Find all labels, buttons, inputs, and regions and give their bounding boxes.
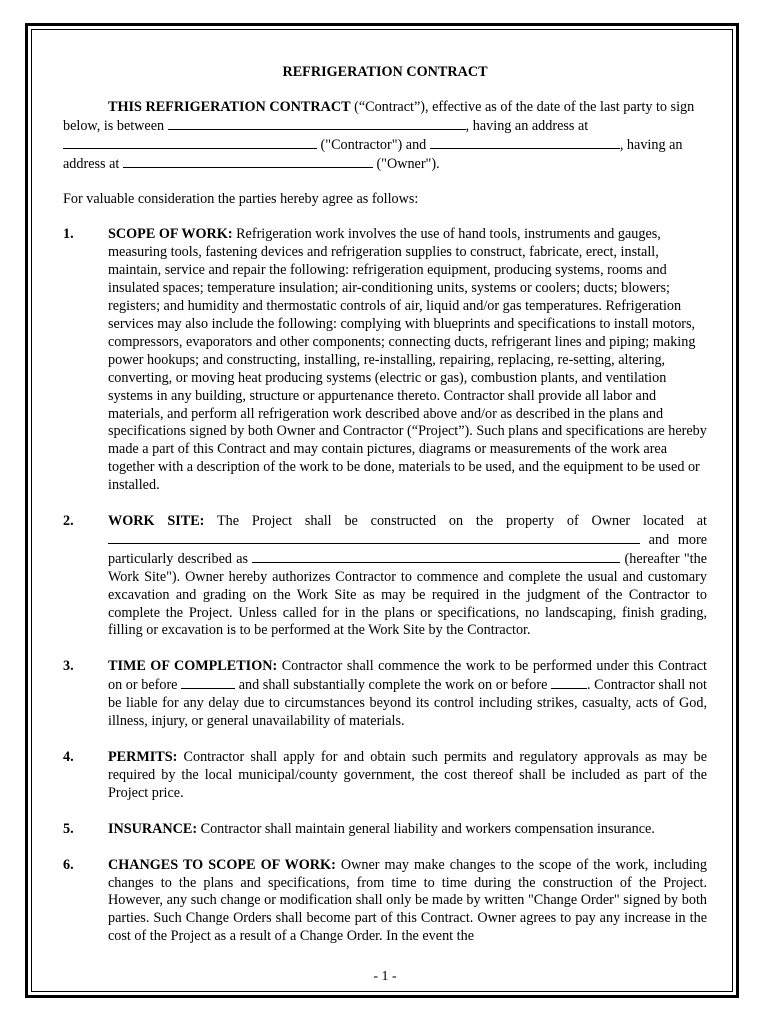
page-number: - 1 - — [373, 969, 397, 984]
owner-name-blank[interactable] — [430, 136, 620, 149]
section-body: WORK SITE: The Project shall be constructed on the property of Owner located at and more particularly described as (hereafter "the Work Site"). Owner hereby authorizes Contractor to commence and complete the usual and customary excavation and grading on the Work Site as may be required in the judgment of the Contractor to complete the Project. Unless called for in the plans or specifications, no landscaping, finish grading, filling or excavation is to be performed at the Work Site by the Contractor. — [108, 513, 707, 639]
document-body — [63, 64, 707, 964]
owner-address-blank[interactable] — [123, 155, 373, 168]
section-number: 4. — [63, 749, 74, 765]
section-scope-of-work — [63, 226, 707, 495]
section-time-of-completion — [63, 658, 707, 731]
section-heading: PERMITS: — [108, 749, 178, 765]
section-body: INSURANCE: Contractor shall maintain general liability and workers compensation insurance. — [108, 820, 655, 837]
section-body: CHANGES TO SCOPE OF WORK: Owner may make changes to the scope of the work, including changes to the plans and specifications, from time to time during the construction of the Project. However, any such change or modification shall only be made by written "Change Order" signed by both parties. Such Change Orders shall become part of this Contract. Owner agrees to pay any increase in the cost of the Project as a result of a Change Order. In the event the — [108, 856, 707, 945]
commence-date-blank[interactable] — [181, 676, 235, 689]
section-body: SCOPE OF WORK: Refrigeration work involves the use of hand tools, instruments and gauges, measuring tools, fastening devices and refrigeration supplies to construct, fabricate, erect, install, maintain, service and repair the following: refrigeration equipment, producing systems, rooms and insulated spaces; temperature insulation; air-conditioning units, systems or coolers; ducts; blowers; registers; and humidity and thermostatic controls of air, liquid and/or gas temperatures. Refrigeration services may also include the following: complying with blueprints and specifications to install motors, compressors, evaporators and other components; connecting ducts, refrigerant lines and piping; making power hookups; and constructing, installing, re-installing, repairing, replacing, re-setting, altering, converting, or moving heat producing systems (electric or gas), combustion plants, and ventilation systems in any building, structure or appurtenance thereto. Contractor shall provide all labor and materials, and perform all refrigeration work described above and/or as described in the plans and specifications signed by both Owner and Contractor (“Project”). Such plans and specifications are hereby made a part of this Contract and may contain pictures, diagrams or measurements of the work area together with a description of the work to be done, materials to be used, and the equipment to be used or installed. — [108, 226, 707, 494]
section-heading: INSURANCE: — [108, 820, 198, 837]
section-heading: WORK SITE: — [108, 513, 205, 530]
section-body: PERMITS: Contractor shall apply for and obtain such permits and regulatory approvals as may be required by the local municipal/county government, the cost thereof shall be included as part of the Project price. — [108, 749, 707, 801]
section-number: 1. — [63, 226, 74, 243]
consideration-text: For valuable consideration the parties hereby agree as follows: — [63, 190, 419, 207]
section-heading: TIME OF COMPLETION: — [108, 658, 278, 675]
contractor-name-blank[interactable] — [168, 117, 466, 130]
property-description-blank[interactable] — [252, 550, 620, 563]
section-heading: SCOPE OF WORK: — [108, 226, 233, 243]
section-body: TIME OF COMPLETION: Contractor shall commence the work to be performed under this Contract on or before and shall substantially complete the work on or before . Contractor shall not be liable for any delay due to circumstances beyond its control including strikes, casualty, acts of God, illness, injury, or general unavailability of materials. — [108, 658, 707, 730]
section-changes-to-scope — [63, 857, 707, 947]
section-work-site — [63, 513, 707, 640]
property-location-blank[interactable] — [108, 531, 640, 544]
intro-paragraph: THIS REFRIGERATION CONTRACT (“Contract”), effective as of the date of the last party to sign below, is between , having an address at ("Contractor") and , having an address at ("Owner"). — [63, 98, 695, 172]
document-title: REFRIGERATION CONTRACT — [282, 64, 488, 80]
section-insurance — [63, 821, 707, 839]
contractor-address-blank[interactable] — [63, 136, 317, 149]
intro-lead: THIS REFRIGERATION CONTRACT — [108, 98, 351, 115]
section-heading: CHANGES TO SCOPE OF WORK: — [108, 856, 336, 873]
completion-date-blank[interactable] — [551, 676, 587, 689]
section-number: 6. — [63, 856, 74, 873]
section-permits — [63, 749, 707, 803]
section-number: 5. — [63, 820, 74, 837]
section-number: 2. — [63, 513, 74, 530]
section-number: 3. — [63, 658, 74, 675]
